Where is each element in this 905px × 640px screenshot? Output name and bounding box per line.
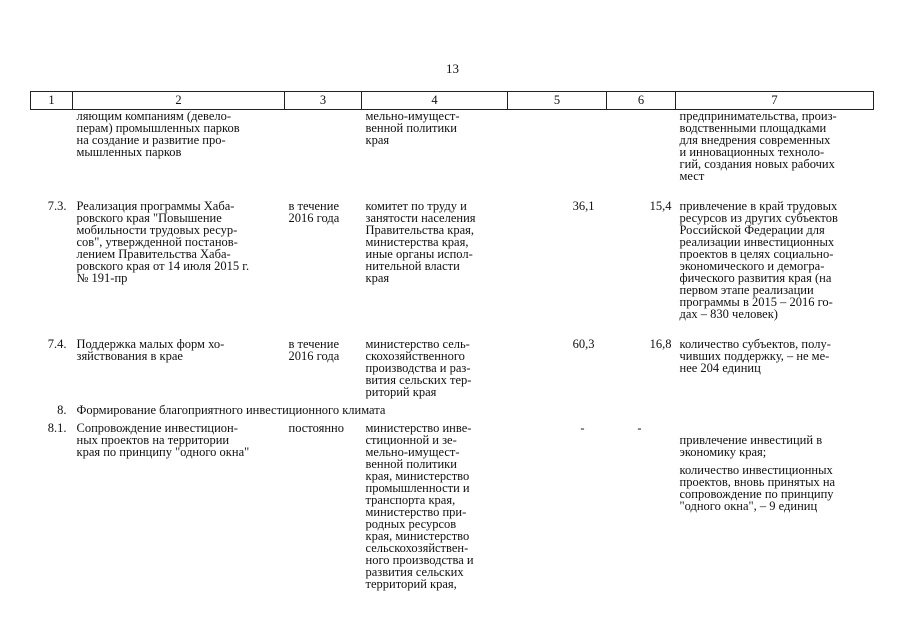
value-2017-cell: -: [637, 421, 642, 435]
col-header-5: 5: [508, 92, 607, 110]
term-cell: [285, 110, 362, 201]
executor-cell: министерство сель- скохозяйственного производства и раз- вития сельских тер- риторий края: [365, 337, 472, 399]
executor-cell: министерство инве- стиционной и зе- мельно-имущест- венной политики края, министерство промышленности и транспорта края, министерство при- родных ресурсов края, министерство сельскохозяйствен- ного производства и развития сельских территорий края,: [365, 421, 474, 591]
row-number: 7.3.: [47, 199, 67, 213]
result-paragraph: привлечение инвестиций в экономику края;: [679, 433, 823, 459]
measure-cell: Сопровождение инвестицион- ных проектов на территории края по принципу "одного окна": [76, 421, 250, 459]
result-cell: предпринимательства, произ- водственными площадками для внедрения современных и инновационных техноло- гий, создания новых рабочих мест: [679, 109, 837, 183]
result-cell: количество субъектов, полу- чивших поддержку, – не ме- нее 204 единиц: [679, 337, 831, 375]
col-header-4: 4: [362, 92, 508, 110]
value-2017-cell: [607, 110, 676, 201]
value-2016-cell: [508, 110, 607, 201]
table-row: [31, 338, 874, 404]
value-2017-cell: 15,4: [649, 199, 672, 213]
result-cell: [676, 422, 874, 590]
result-cell: привлечение в край трудовых ресурсов из других субъектов Российской Федерации для реализации инвестиционных проектов в целях социально- экономического и демогра- фического развития края (на первом этапе реализации программы в 2015 – 2016 го- дах – 830 человек): [679, 199, 838, 321]
measure-cell: Реализация программы Хаба- ровского края "Повышение мобильности трудовых ресур- сов", утвержденной постанов- лением Правительства Хаба- ровского края от 14 июля 2015 г. № 191-пр: [76, 199, 250, 285]
row-number: 8.1.: [47, 421, 67, 435]
measure-cell: Поддержка малых форм хо- зяйствования в крае: [76, 337, 225, 363]
term-cell: постоянно: [288, 421, 344, 435]
col-header-3: 3: [285, 92, 362, 110]
table-row: [31, 110, 874, 201]
value-2016-cell: 36,1: [572, 199, 595, 213]
value-2016-cell: -: [580, 421, 585, 435]
page-number: 13: [446, 61, 459, 76]
row-number: [31, 110, 73, 201]
measure-cell: ляющим компаниям (девело- перам) промышленных парков на создание и развитие про- мышленных парков: [76, 109, 240, 159]
section-number: 8.: [57, 403, 67, 417]
executor-cell: мельно-имущест- венной политики края: [365, 109, 460, 147]
value-2016-cell: 60,3: [572, 337, 595, 351]
header-row: [31, 92, 874, 110]
col-header-6: 6: [607, 92, 676, 110]
table-row: [31, 422, 874, 590]
result-paragraph: количество инвестиционных проектов, вновь принятых на сопровождение по принципу "одного окна", – 9 единиц: [679, 463, 836, 513]
col-header-7: 7: [676, 92, 874, 110]
term-cell: в течение 2016 года: [288, 199, 340, 225]
section-row: [31, 404, 874, 422]
table-row: [31, 200, 874, 338]
program-table: [30, 91, 874, 590]
col-header-2: 2: [73, 92, 285, 110]
term-cell: в течение 2016 года: [288, 337, 340, 363]
section-title: Формирование благоприятного инвестиционного климата: [76, 403, 386, 417]
executor-cell: комитет по труду и занятости населения Правительства края, министерства края, иные органы испол- нительной власти края: [365, 199, 476, 285]
row-number: 7.4.: [47, 337, 67, 351]
col-header-1: 1: [31, 92, 73, 110]
value-2017-cell: 16,8: [649, 337, 672, 351]
